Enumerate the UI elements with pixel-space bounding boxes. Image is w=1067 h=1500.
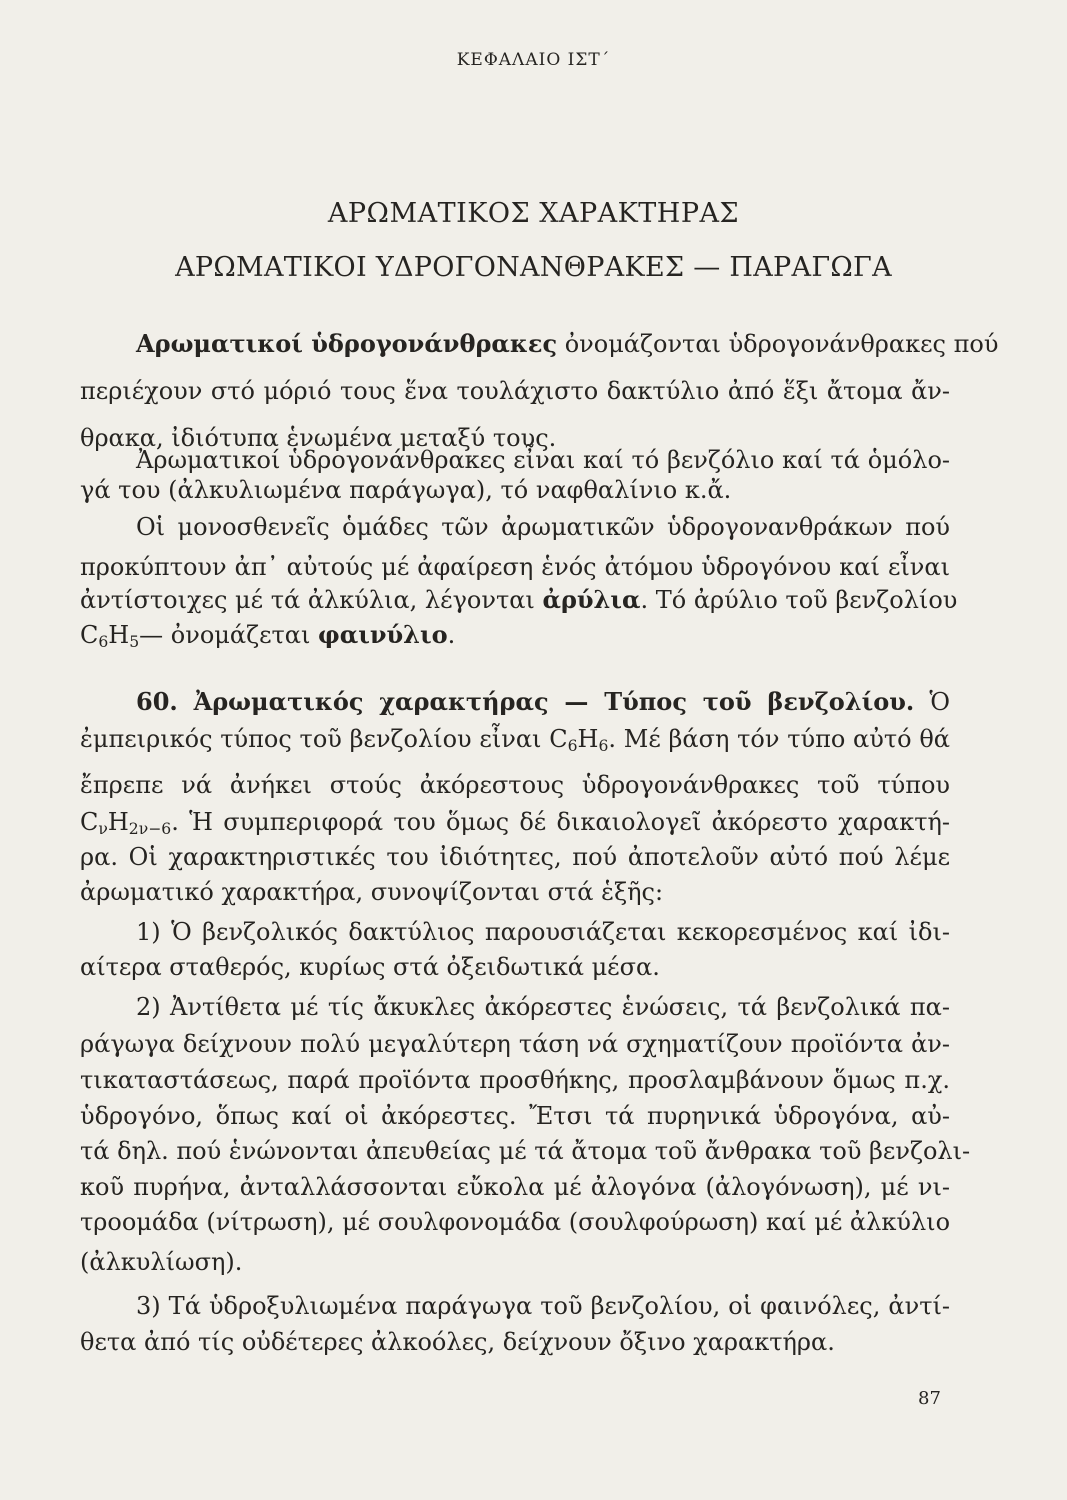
text-run: ἀντίστοιχες μέ τά ἀλκύλια, λέγονται (80, 586, 543, 614)
text-line: ὑδρογόνο, ὅπως καί οἱ ἀκόρεστες. Ἔτσι τά πυρηνικά ὑδρογόνα, αὐ- (80, 1102, 950, 1130)
text-line: 1) Ὁ βενζολικός δακτύλιος παρουσιάζεται κεκορεσμένος καί ἰδι- (136, 918, 950, 946)
text-run: Ὁ (914, 688, 950, 716)
text-line: περιέχουν στό μόριό τους ἕνα τουλάχιστο δακτύλιο ἀπό ἕξι ἄτομα ἄν- (80, 377, 950, 405)
text-line: προκύπτουν ἀπ᾿ αὐτούς μέ ἀφαίρεση ἑνός ἀτόμου ὑδρογόνου καί εἶναι (80, 553, 950, 581)
text-line: 2) Ἀντίθετα μέ τίς ἄκυκλες ἀκόρεστες ἑνώσεις, τά βενζολικά πα- (136, 993, 950, 1021)
text-line: θρακα, ἰδιότυπα ἑνωμένα μεταξύ τους. (80, 424, 557, 452)
text-line (80, 585, 958, 615)
page-number: 87 (918, 1388, 941, 1409)
section-heading-line (136, 688, 950, 717)
text-line: ρα. Οἱ χαρακτηριστικές του ἰδιότητες, πού ἀποτελοῦν αὐτό πού λέμε (80, 843, 950, 871)
text-line: Ἀρωματικοί ὑδρογονάνθρακες εἶναι καί τό βενζόλιο καί τά ὁμόλο- (136, 446, 950, 474)
text-line: τά δηλ. πού ἑνώνονται ἀπευθείας μέ τά ἄτομα τοῦ ἄνθρακα τοῦ βενζολι- (80, 1137, 971, 1165)
text-line: $C_\nu H_{2\nu-6}$. Ἡ συμπεριφορά του ὅμως δέ δικαιολογεῖ ἀκόρεστο χαρακτή- (80, 808, 950, 838)
bold-term: φαινύλιο (318, 620, 448, 649)
section-number: 60. (136, 687, 178, 716)
text-line: αίτερα σταθερός, κυρίως στά ὀξειδωτικά μέσα. (80, 953, 660, 981)
text-line (80, 621, 455, 652)
text-run: ὀνομάζονται ὑδρογονάνθρακες πού (557, 330, 999, 358)
text-line: 3) Τά ὑδροξυλιωμένα παράγωγα τοῦ βενζολίου, οἱ φαινόλες, ἀντί- (136, 1292, 950, 1320)
bold-term: ἀρύλια (542, 585, 641, 614)
chapter-subtitle: ΑΡΩΜΑΤΙΚΟΙ ΥΔΡΟΓΟΝΑΝΘΡΑΚΕΣ — ΠΑΡΑΓΩΓΑ (175, 252, 892, 283)
text-line: θετα ἀπό τίς οὐδέτερες ἀλκοόλες, δείχνουν ὄξινο χαρακτήρα. (80, 1328, 835, 1356)
text-line (136, 329, 999, 359)
text-line: κοῦ πυρήνα, ἀνταλλάσσονται εὔκολα μέ ἀλογόνα (ἀλογόνωση), μέ νι- (80, 1173, 950, 1201)
text-line: τροομάδα (νίτρωση), μέ σουλφονομάδα (σουλφούρωση) καί μέ ἀλκύλιο (80, 1208, 951, 1236)
text-line: τικαταστάσεως, παρά προϊόντα προσθήκης, προσλαμβάνουν ὅμως π.χ. (80, 1066, 950, 1094)
text-line: ράγωγα δείχνουν πολύ μεγαλύτερη τάση νά σχηματίζουν προϊόντα ἀν- (80, 1030, 950, 1058)
running-head: ΚΕΦΑΛΑΙΟ ΙΣΤ΄ (456, 50, 611, 70)
text-line: Οἱ μονοσθενεῖς ὁμάδες τῶν ἀρωματικῶν ὑδρογονανθράκων πού (136, 513, 950, 541)
text-line: ἐμπειρικός τύπος τοῦ βενζολίου εἶναι $C_6H_6$. Μέ βάση τόν τύπο αὐτό θά (80, 725, 950, 755)
text-line: (ἀλκυλίωση). (80, 1248, 243, 1276)
text-line: ἀρωματικό χαρακτήρα, συνοψίζονται στά ἑξῆς: (80, 878, 664, 906)
chapter-title: ΑΡΩΜΑΤΙΚΟΣ ΧΑΡΑΚΤΗΡΑΣ (327, 198, 740, 229)
text-run: — ὀνομάζεται (139, 621, 319, 649)
formula: $C_6H_5$ (80, 621, 140, 651)
text-run: . Τό ἀρύλιο τοῦ βενζολίου (640, 586, 958, 614)
bold-term: Αρωματικοί ὑδρογονάνθρακες (136, 329, 558, 358)
section-title: Ἀρωματικός χαρακτήρας — Τύπος τοῦ βενζολίου. (177, 687, 915, 716)
text-line: ἔπρεπε νά ἀνήκει στούς ἀκόρεστους ὑδρογονάνθρακες τοῦ τύπου (80, 771, 950, 799)
text-line: γά του (ἀλκυλιωμένα παράγωγα), τό ναφθαλίνιο κ.ἄ. (80, 476, 732, 504)
text-run: . (447, 621, 456, 649)
